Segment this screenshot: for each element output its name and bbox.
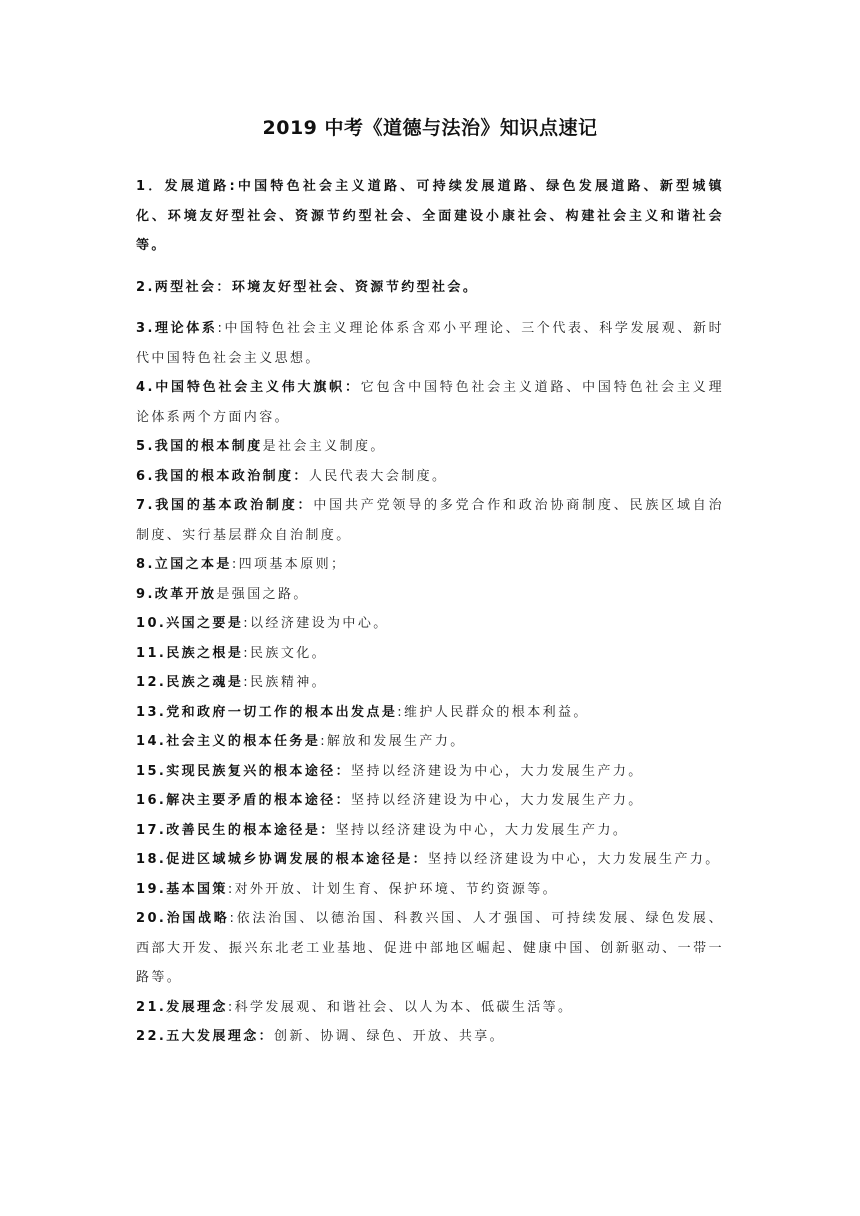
item-term: 改革开放 <box>154 586 217 602</box>
item-separator: ： <box>297 498 314 513</box>
item-number: 22. <box>136 1029 167 1044</box>
item-number: 20. <box>136 911 167 926</box>
item-description: 依法治国、以德治国、科教兴国、人才强国、可持续发展、绿色发展、西部大开发、振兴东北老工业基地、促进中部地区崛起、健康中国、创新驱动、一带一路等。 <box>136 911 724 985</box>
item-description: 是强国之路。 <box>216 586 309 602</box>
item-description: 民族文化。 <box>250 645 328 661</box>
item-number: 8. <box>136 557 155 572</box>
item-separator: : <box>320 734 328 749</box>
list-item <box>136 727 724 757</box>
list-item <box>136 639 724 669</box>
item-number: 1． <box>136 179 165 194</box>
list-item <box>136 373 724 432</box>
item-description: 创新、协调、绿色、开放、共享。 <box>274 1029 506 1044</box>
item-description: 科学发展观、和谐社会、以人为本、低碳生活等。 <box>234 999 574 1015</box>
item-number: 9. <box>136 586 155 602</box>
item-separator: ： <box>335 763 352 779</box>
item-term: 兴国之要是 <box>166 616 244 631</box>
item-term: 立国之本是 <box>154 557 232 572</box>
item-number: 5. <box>136 439 155 454</box>
item-term: 理论体系 <box>154 321 218 336</box>
item-number: 16. <box>136 793 167 808</box>
item-separator: : <box>397 704 405 720</box>
item-term: 社会主义的根本任务是 <box>166 734 321 749</box>
item-number: 6. <box>136 468 155 484</box>
item-term: 党和政府一切工作的根本出发点是 <box>166 704 398 720</box>
item-description: 它包含中国特色社会主义道路、中国特色社会主义理论体系两个方面内容。 <box>136 380 724 425</box>
item-separator: : <box>229 911 237 926</box>
item-separator: : <box>217 321 225 336</box>
list-item <box>136 816 724 846</box>
item-term: 改善民生的根本途径是 <box>166 822 321 838</box>
item-number: 19. <box>136 881 167 897</box>
item-separator: : <box>229 179 238 194</box>
item-number: 7. <box>136 498 155 513</box>
item-term: 解决主要矛盾的根本途径 <box>166 793 336 808</box>
item-description: 中国共产党领导的多党合作和政治协商制度、民族区域自治制度、实行基层群众自治制度。 <box>136 498 724 543</box>
item-separator: ： <box>335 793 352 808</box>
item-number: 14. <box>136 734 167 749</box>
item-description: 是社会主义制度。 <box>262 439 386 454</box>
item-number: 3. <box>136 321 155 336</box>
list-item <box>136 462 724 492</box>
item-description: 坚持以经济建设为中心，大力发展生产力。 <box>351 793 644 808</box>
item-term: 治国战略 <box>166 911 230 926</box>
list-item <box>136 1022 724 1052</box>
item-description: 民族精神。 <box>250 675 328 690</box>
list-item <box>136 904 724 993</box>
item-separator: ： <box>293 468 309 484</box>
item-description: 环境友好型社会、资源节约型社会。 <box>231 279 479 295</box>
list-item <box>136 314 724 373</box>
item-description: 以经济建设为中心。 <box>250 616 389 631</box>
item-description: 四项基本原则； <box>238 557 347 572</box>
list-item <box>136 172 724 261</box>
item-separator: : <box>227 881 235 897</box>
list-item <box>136 550 724 580</box>
item-term: 我国的根本制度 <box>154 439 263 454</box>
item-separator: : <box>243 616 251 631</box>
item-term: 实现民族复兴的根本途径 <box>166 763 336 779</box>
knowledge-list <box>136 172 724 1052</box>
list-item <box>136 993 724 1023</box>
item-separator: ： <box>412 852 429 867</box>
item-separator: : <box>243 645 251 661</box>
item-term: 五大发展理念 <box>166 1029 259 1044</box>
item-term: 民族之根是 <box>166 645 244 661</box>
item-separator: ： <box>344 380 361 395</box>
list-item <box>136 432 724 462</box>
item-separator: ： <box>320 822 336 838</box>
list-item <box>136 786 724 816</box>
item-number: 21. <box>136 999 167 1015</box>
item-separator: : <box>231 557 239 572</box>
list-item <box>136 757 724 787</box>
item-description: 人民代表大会制度。 <box>308 468 448 484</box>
list-item <box>136 698 724 728</box>
item-description: 解放和发展生产力。 <box>327 734 466 749</box>
item-separator: : <box>227 999 235 1015</box>
item-term: 发展理念 <box>166 999 228 1015</box>
item-term: 基本国策 <box>166 881 228 897</box>
item-number: 2. <box>136 279 155 295</box>
list-item <box>136 491 724 550</box>
item-term: 中国特色社会主义伟大旗帜 <box>154 380 345 395</box>
list-item <box>136 609 724 639</box>
item-number: 11. <box>136 645 167 661</box>
item-number: 17. <box>136 822 167 838</box>
item-term: 我国的根本政治制度 <box>154 468 294 484</box>
item-separator: ： <box>258 1029 275 1044</box>
item-separator: ： <box>216 279 232 295</box>
item-description: 坚持以经济建设为中心，大力发展生产力。 <box>428 852 721 867</box>
item-term: 两型社会 <box>154 279 217 295</box>
list-item <box>136 668 724 698</box>
item-description: 坚持以经济建设为中心，大力发展生产力。 <box>335 822 629 838</box>
item-description: 维护人民群众的根本利益。 <box>404 704 589 720</box>
item-term: 民族之魂是 <box>166 675 244 690</box>
item-description: 对外开放、计划生育、保护环境、节约资源等。 <box>234 881 559 897</box>
item-term: 发展道路 <box>164 179 230 194</box>
list-item <box>136 273 724 303</box>
list-item <box>136 875 724 905</box>
document-title: 2019 中考《道德与法治》知识点速记 <box>262 117 598 139</box>
item-number: 18. <box>136 852 167 867</box>
item-description: 中国特色社会主义道路、可持续发展道路、绿色发展道路、新型城镇化、环境友好型社会、资源节约型社会、全面建设小康社会、构建社会主义和谐社会等。 <box>136 179 724 253</box>
item-number: 15. <box>136 763 167 779</box>
item-description: 坚持以经济建设为中心，大力发展生产力。 <box>351 763 644 779</box>
item-separator: : <box>243 675 251 690</box>
item-description: 中国特色社会主义理论体系含邓小平理论、三个代表、科学发展观、新时代中国特色社会主义思想。 <box>136 321 724 366</box>
item-number: 4. <box>136 380 155 395</box>
item-number: 10. <box>136 616 167 631</box>
item-number: 13. <box>136 704 167 720</box>
item-number: 12. <box>136 675 167 690</box>
item-term: 促进区域城乡协调发展的根本途径是 <box>166 852 413 867</box>
list-item <box>136 845 724 875</box>
list-item <box>136 580 724 610</box>
item-term: 我国的基本政治制度 <box>154 498 298 513</box>
